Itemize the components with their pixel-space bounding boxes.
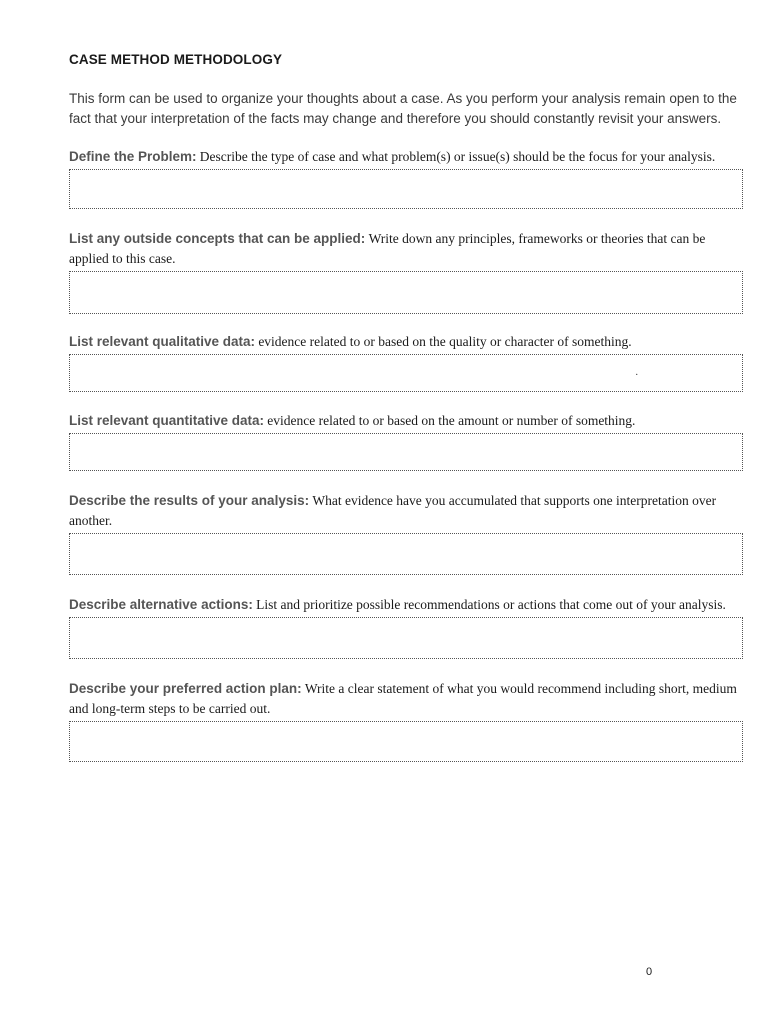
section-prompt (69, 491, 745, 531)
intro-paragraph: This form can be used to organize your thoughts about a case. As you perform your analysis remain open to the fact that your interpretation of the facts may change and therefore you should constantly revisit your answers. (69, 91, 737, 126)
section-label: Describe the results of your analysis: (69, 493, 310, 508)
section-description: evidence related to or based on the quality or character of something. (258, 334, 632, 349)
section-description: List and prioritize possible recommendations or actions that come out of your analysis. (256, 597, 726, 612)
section-action-plan (69, 679, 745, 762)
answer-box-define-problem[interactable] (69, 169, 743, 209)
answer-box-outside-concepts[interactable] (69, 271, 743, 314)
section-qualitative-data (69, 332, 745, 392)
section-description: Describe the type of case and what problem(s) or issue(s) should be the focus for your analysis. (199, 149, 716, 164)
section-quantitative-data (69, 411, 745, 471)
section-prompt (69, 332, 745, 352)
section-prompt (69, 147, 745, 167)
answer-box-qualitative-data[interactable] (69, 354, 743, 392)
section-description: evidence related to or based on the amount or number of something. (267, 413, 636, 428)
section-label: List relevant quantitative data: (69, 413, 265, 428)
page-number: 0 (646, 966, 653, 978)
section-label: Describe your preferred action plan: (69, 681, 302, 696)
section-label: List any outside concepts that can be applied: (69, 231, 366, 246)
section-prompt (69, 679, 745, 719)
answer-box-alternative-actions[interactable] (69, 617, 743, 659)
section-label: Describe alternative actions: (69, 597, 253, 612)
section-define-problem (69, 147, 745, 209)
section-prompt (69, 595, 745, 615)
answer-box-quantitative-data[interactable] (69, 433, 743, 471)
section-label: List relevant qualitative data: (69, 334, 256, 349)
document-title: CASE METHOD METHODOLOGY (69, 52, 283, 67)
answer-box-analysis-results[interactable] (69, 533, 743, 575)
stray-mark: . (635, 367, 638, 378)
answer-box-action-plan[interactable] (69, 721, 743, 762)
section-outside-concepts (69, 229, 745, 314)
section-description: What evidence have you accumulated that supports one interpretation over another. (69, 493, 717, 528)
section-description: Write a clear statement of what you would recommend including short, medium and long-term steps to be carried out. (69, 681, 737, 716)
section-prompt (69, 411, 745, 431)
section-alternative-actions (69, 595, 745, 659)
section-prompt (69, 229, 745, 269)
section-analysis-results (69, 491, 745, 575)
section-label: Define the Problem: (69, 149, 197, 164)
form-page (69, 52, 745, 762)
section-description: Write down any principles, frameworks or theories that can be applied to this case. (69, 231, 706, 266)
